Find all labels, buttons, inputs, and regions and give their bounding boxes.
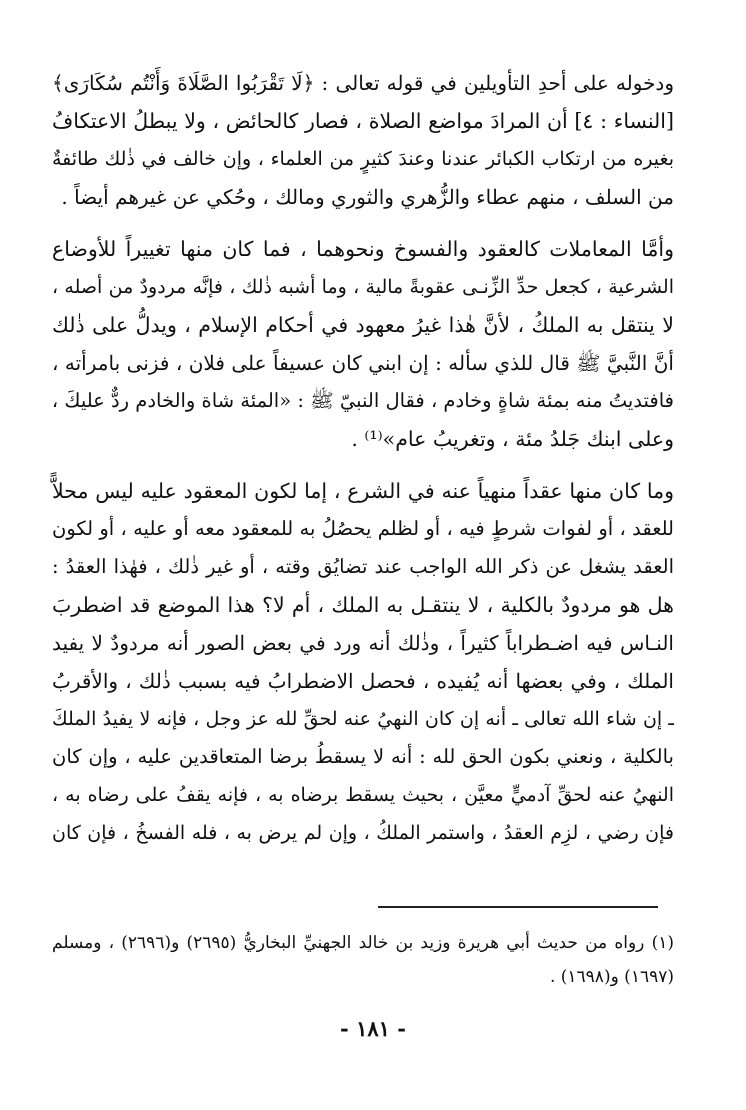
text-line: النـاس فيه اضـطراباً كثيراً ، وذٰلك أنه ورد في بعض الصور أنه مردودٌ لا يفيد [52, 631, 674, 655]
paragraph-2 [52, 230, 674, 458]
text-line: بالكلية ، ونعني بكون الحق لله : أنه لا يسقطُ برضا المتعاقدين عليه ، وإن كان [52, 745, 674, 768]
text-line: العقد يشغل عن ذكر الله الواجب عند تضايُق وقته ، أو غير ذٰلك ، فهٰذا العقدُ : [52, 555, 674, 578]
text-line: لا ينتقل به الملكُ ، لأنَّ هٰذا غيرُ معهود في أحكام الإسلام ، ويدلُّ على ذٰلك [52, 313, 674, 337]
text-line: ودخوله على أحدِ التأويلين في قوله تعالى : ﴿لَا تَقْرَبُوا الصَّلَاةَ وَأَنْتُم سُكَارَى﴾ [52, 71, 674, 95]
text-line: فإن رضي ، لزِم العقدُ ، واستمر الملكُ ، وإن لم يرض به ، فله الفسخُ ، فإن كان [52, 822, 674, 844]
text-line: الشرعية ، كجعل حدِّ الزِّنـى عقوبةً مالية ، وما أشبه ذٰلك ، فإنَّه مردودٌ من أصله ، [52, 276, 674, 298]
text-line: وما كان منها عقداً منهياً عنه في الشرع ، إما لكون المعقود عليه ليس محلاًّ [52, 479, 674, 503]
text-line: النهيُ عنه لحقِّ آدميٍّ معيَّن ، بحيث يسقط برضاه به ، فإنه يقفُ على رضاه به ، [52, 784, 674, 806]
page-number: - ١٨١ - [340, 1016, 406, 1041]
footnote-line: (١) رواه من حديث أبي هريرة وزيد بن خالد الجهنيِّ البخاريُّ (٢٦٩٥) و(٢٦٩٦) ، ومسلم [52, 933, 674, 953]
text-line: وأمَّا المعاملات كالعقود والفسوخ ونحوهما ، فما كان منها تغييراً للأوضاع [52, 237, 674, 261]
text-line: ـ إن شاء الله تعالى ـ أنه إن كان النهيُ عنه لحقِّ لله عز وجل ، فإنه لا يفيدُ الملكَ [52, 708, 674, 730]
text-line: [النساء : ٤] أن المرادَ مواضع الصلاة ، فصار كالحائض ، ولا يبطلُ الاعتكافُ [52, 109, 674, 133]
paragraph-3 [52, 472, 674, 852]
text-line: أنَّ النَّبيَّ ﷺ قال للذي سأله : إن ابني كان عسيفاً على فلان ، فزنى بامرأته ، [52, 351, 674, 375]
footnote-divider [378, 906, 658, 908]
text-line: هل هو مردودٌ بالكلية ، لا ينتقـل به الملك ، أم لا؟ هذا الموضع قد اضطربَ [52, 593, 674, 617]
text-line: للعقد ، أو لفوات شرطٍ فيه ، أو لظلم يحصُلُ به للمعقود معه أو عليه ، أو لكون [52, 517, 674, 540]
footnote-line: (١٦٩٧) و(١٦٩٨) . [549, 967, 674, 987]
text-line: الملك ، وفي بعضها أنه يُفيده ، فحصل الاضطرابُ فيه بسبب ذٰلك ، والأقربُ [52, 669, 674, 693]
text-line: من السلف ، منهم عطاء والزُّهري والثوري ومالك ، وحُكي عن غيرهم أيضاً . [61, 185, 674, 209]
paragraph-1 [52, 64, 674, 216]
footnotes [52, 926, 674, 994]
text-line: فافتديتُ منه بمئة شاةٍ وخادم ، فقال النبيّ ﷺ : «المئة شاة والخادم ردٌّ عليكَ ، [51, 389, 674, 412]
text-line: وعلى ابنك جَلدُ مئة ، وتغريبُ عام»⁽¹⁾ . [351, 427, 674, 451]
main-text [52, 64, 674, 852]
text-line: بغيره من ارتكاب الكبائر عندنا وعندَ كثيرٍ من العلماء ، وإن خالف في ذٰلك طائفةٌ [52, 148, 674, 170]
